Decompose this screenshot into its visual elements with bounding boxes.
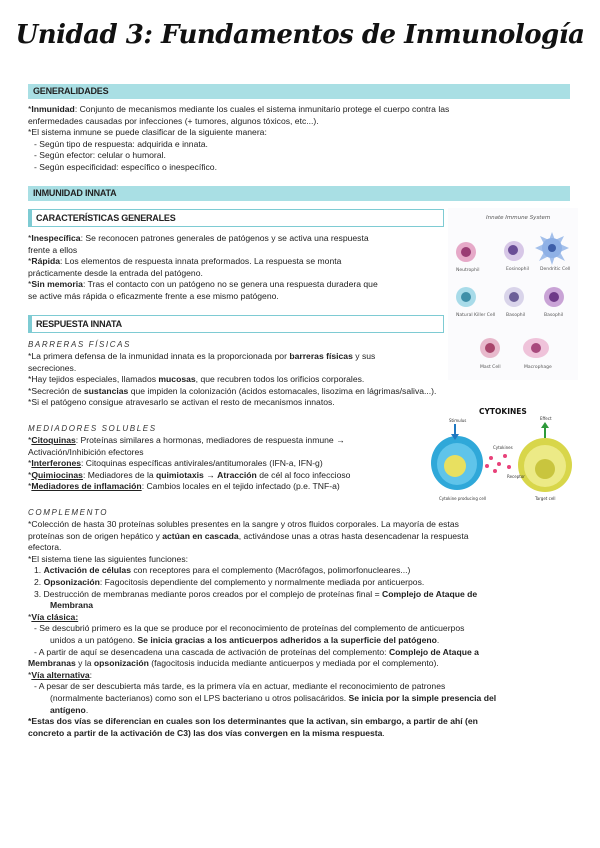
svg-text:Cytokines: Cytokines: [493, 445, 513, 450]
svg-text:Effect: Effect: [540, 416, 552, 421]
caracteristicas-text: *Inespecífica: Se reconocen patrones generales de patógenos y se activa una respuesta frente a ellos *Rápida: Los elementos de respuesta innata preformados. La respuesta se monta prácticamente desde la entrada del patógeno. *Sin memoria: Tras el contacto con un patógeno no se genera una respuesta duradera que se active más rápida o eficazmente frente a ese mismo patógeno.: [28, 233, 378, 301]
mediadores-text: *Citoquinas: Proteínas similares a hormonas, mediadores de respuesta inmune → Activación/Inhibición efectores *Interferones: Citoquinas específicas antivirales/antitumorales (IFN-a, IFN-g) *Quimiocinas: Mediadores de la quimiotaxis → Atracción de cél al foco infeccioso *Mediadores de inflamación: Cambios locales en el tejido infectado (p.e. TNF-a): [28, 435, 351, 492]
svg-text:Natural Killer Cell: Natural Killer Cell: [456, 313, 496, 318]
fig-cells-title: Innate Immune System: [486, 215, 551, 221]
svg-text:Mast Cell: Mast Cell: [480, 365, 501, 370]
subheading-caracteristicas: CARACTERÍSTICAS GENERALES: [28, 209, 444, 227]
subsub-barreras: BARRERAS FÍSICAS: [28, 340, 131, 349]
subheading-respuesta-innata: RESPUESTA INNATA: [28, 315, 444, 333]
svg-text:Target cell: Target cell: [535, 496, 556, 501]
svg-text:Stimulus: Stimulus: [449, 418, 467, 423]
generalidades-text: *Inmunidad: Conjunto de mecanismos mediante los cuales el sistema inmunitario protege el cuerpo contra las enfermedades causadas por infecciones (+ tumores, algunos tóxicos, etc...). *El sistema inmune se puede clasificar de la siguiente manera: - Según tipo de respuesta: adquirida e innata. - Según efector: celular o humoral. - Según especificidad: específico o inespecífico.: [28, 104, 450, 172]
barreras-text: *La primera defensa de la inmunidad innata es la proporcionada por barreras físicas y sus secreciones. *Hay tejidos especiales, llamados mucosas, que recubren todos los orificios corporales. *Secreción de sustancias que impiden la colonización (ácidos estomacales, lisozima en lágrimas/saliva...). *Si el patógeno consigue atravesarlo se activan el resto de mecanismos innatos.: [28, 351, 437, 408]
svg-text:Receptor: Receptor: [507, 474, 525, 479]
fig-cyto-title: CYTOKINES: [479, 407, 527, 416]
svg-text:Macrophage: Macrophage: [524, 365, 552, 370]
cytokine-dots: [485, 454, 511, 473]
cytokines-figure: [425, 404, 580, 506]
subsub-mediadores: MEDIADORES SOLUBLES: [28, 424, 157, 433]
svg-text:Dendritic Cell: Dendritic Cell: [540, 267, 571, 272]
svg-text:Basophil: Basophil: [506, 313, 526, 318]
subsub-complemento: COMPLEMENTO: [28, 508, 109, 517]
svg-text:Cytokine producing cell: Cytokine producing cell: [439, 496, 487, 501]
page-title: Unidad 3: Fundamentos de Inmunología: [15, 20, 585, 50]
section-heading-inmunidad-innata: INMUNIDAD INNATA: [28, 186, 570, 201]
svg-text:Neutrophil: Neutrophil: [456, 268, 480, 273]
svg-text:Basophil: Basophil: [544, 313, 564, 318]
section-heading-generalidades: GENERALIDADES: [28, 84, 570, 99]
innate-immune-cells-figure: [448, 208, 578, 380]
svg-text:Eosinophil: Eosinophil: [506, 267, 530, 272]
complemento-text: *Colección de hasta 30 proteínas solubles presentes en la sangre y otros fluidos corporales. La mayoría de estas proteínas son de origen hepático y actúan en cascada, activándose unas a otras hasta desencadenar la respuesta efectora. *El sistema tiene las siguientes funciones: 1. Activación de células con receptores para el complemento (Macrófagos, polimorfonucleares...) 2. Opsonización: Fagocitosis dependiente del complemento y normalmente mediada por anticuerpos. 3. Destrucción de membranas mediante poros creados por el complejo de proteínas final = Complejo de Ataque de Membrana *Vía clásica: - Se descubrió primero es la que se produce por el reconocimiento de proteínas del complemento de anticuerpos unidos a un patógeno. Se inicia gracias a los anticuerpos adheridos a la superficie del patógeno. - A partir de aquí se desencadena una cascada de activación de proteínas del complemento: Complejo de Ataque a Membranas y la opsonización (fagocitosis inducida mediante anticuerpos y mediada por el complemento). *Vía alternativa: - A pesar de ser descubierta más tarde, es la primera vía en actuar, mediante el reconocimiento de patrones (normalmente bacterianos) como son el LPS bacteriano u otros polisacáridos. Se inicia por la simple presencia del antígeno. *Estas dos vías se diferencian en cuales son los determinantes que la activan, sin embargo, a partir de ahí (en concreto a partir de la activación de C3) las dos vías convergen en la misma respuesta.: [28, 519, 497, 738]
